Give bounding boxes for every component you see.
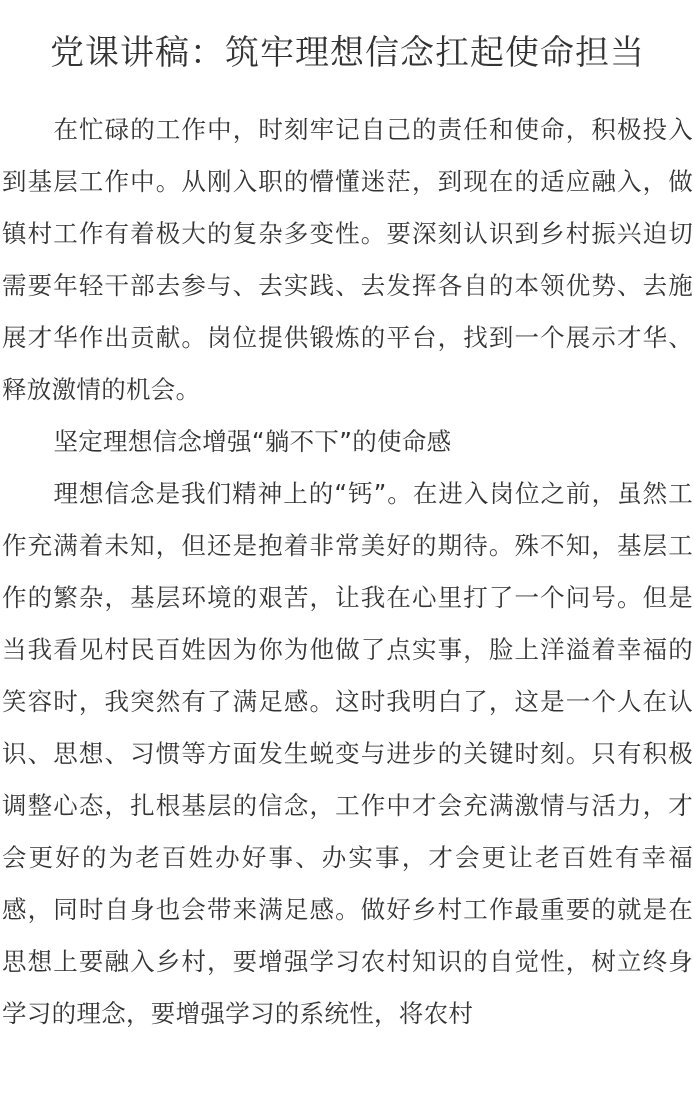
section-heading: 坚定理想信念增强“躺不下”的使命感	[53, 427, 452, 456]
page-title: 党课讲稿：筑牢理想信念扛起使命担当	[50, 33, 645, 73]
paragraph-ideals: 理想信念是我们精神上的“钙”。在进入岗位之前，虽然工作充满着未知，但还是抱着非常美好的期待。殊不知，基层工作的繁杂，基层环境的艰苦，让我在心里打了一个问号。但是当我看见村民百姓因为你为他做了点实事，脸上洋溢着幸福的笑容时，我突然有了满足感。这时我明白了，这是一个人在认识、思想、习惯等方面发生蜕变与进步的关键时刻。只有积极调整心态，扎根基层的信念，工作中才会充满激情与活力，才会更好的为老百姓办好事、办实事，才会更让老百姓有幸福感，同时自身也会带来满足感。做好乡村工作最重要的就是在思想上要融入乡村，要增强学习农村知识的自觉性，树立终身学习的理念，要增强学习的系统性，将农村	[2, 479, 693, 1028]
paragraph-intro: 在忙碌的工作中，时刻牢记自己的责任和使命，积极投入到基层工作中。从刚入职的懵懂迷茫，到现在的适应融入，做镇村工作有着极大的复杂多变性。要深刻认识到乡村振兴迫切需要年轻干部去参与、去实践、去发挥各自的本领优势、去施展才华作出贡献。岗位提供锻炼的平台，找到一个展示才华、释放激情的机会。	[2, 115, 693, 404]
article-body	[2, 104, 693, 1040]
